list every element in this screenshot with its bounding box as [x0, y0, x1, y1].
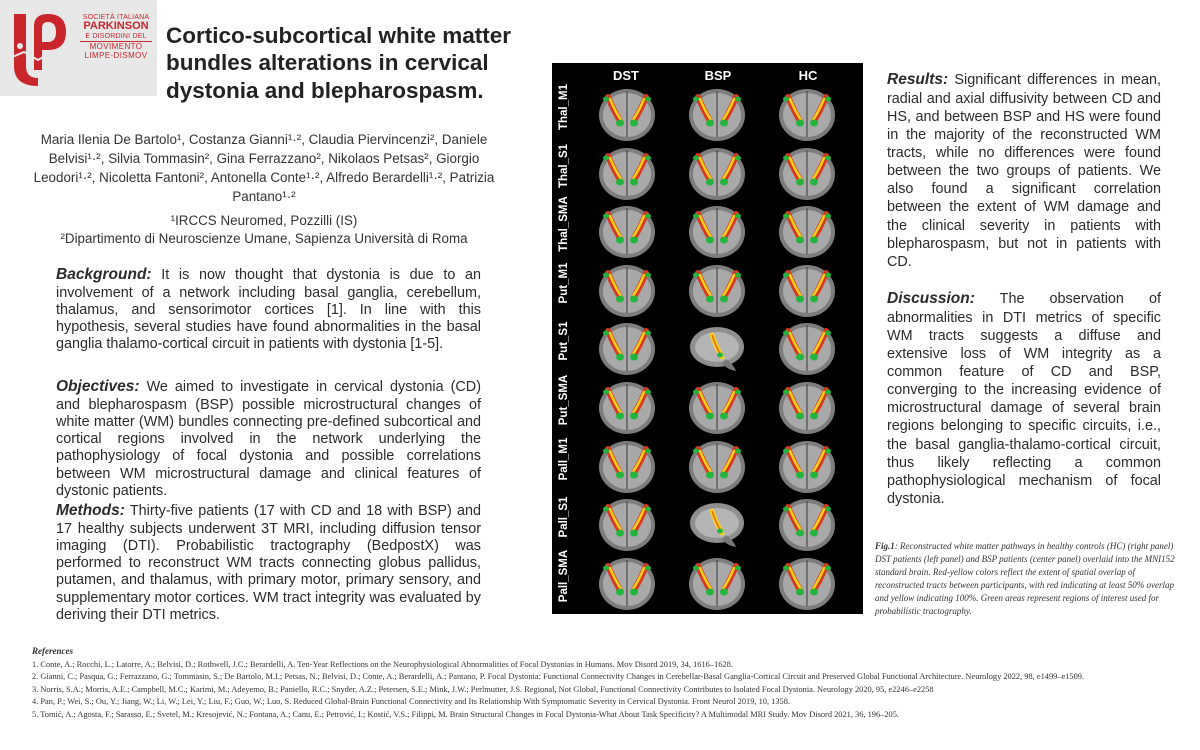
- brain-slice-hc-thal-s1: [776, 146, 838, 202]
- row-label-text: Put_SMA: [558, 374, 570, 426]
- row-label-text: Thal_S1: [558, 143, 570, 188]
- brain-slice-hc-put-m1: [776, 263, 838, 319]
- brain-slice-dst-put-sma: [596, 380, 658, 436]
- row-label-text: Thal_M1: [558, 84, 570, 131]
- background-section: [56, 266, 481, 354]
- logo-text: [78, 14, 154, 60]
- brain-slice-dst-pall-m1: [596, 439, 658, 495]
- reference-item: 2. Gianni, C.; Pasqua, G.; Ferrazzano, G.; Tommasin, S.; De Bartolo, M.I.; Petsas, N.; Belvisi, D.; Conte, A.; Berardelli, A.; Pantano, P. Focal Dystonia: Functional Connectivity Changes in Cerebellar-Basal Ganglia-Cortical Circuit and Preserved Global Functional Architecture. Neurology 2022, 98, e1499–e1509.: [32, 672, 1085, 682]
- brain-slice-hc-thal-sma: [776, 204, 838, 260]
- logo-line-2: PARKINSON: [83, 20, 149, 33]
- limpe-logo-mark-icon: [4, 6, 74, 90]
- objectives-heading: Objectives:: [56, 378, 140, 395]
- column-header-hc: HC: [798, 68, 818, 83]
- row-label-text: Put_M1: [558, 262, 570, 304]
- background-text: It is now thought that dystonia is due to an involvement of a network including basal ganglia, cerebellum, thalamus, and sensorimotor cortices [1]. In line with this hypothesis, several studies have found abnormalities in the basal ganglia thalamo-cortical circuit in patients with dystonia [1-5].: [56, 267, 481, 353]
- brain-slice-dst-thal-s1: [596, 146, 658, 202]
- results-heading: Results:: [887, 71, 949, 88]
- row-label-put-m1: [555, 261, 577, 320]
- affiliation-1: ¹IRCCS Neuromed, Pozzilli (IS): [170, 213, 358, 228]
- row-label-put-sma: [555, 374, 577, 437]
- logo-line-1: SOCIETÀ ITALIANA: [82, 14, 150, 21]
- reference-list: [32, 659, 1182, 722]
- methods-text: Thirty-five patients (17 with CD and 18 with BSP) and 17 healthy subjects underwent 3T MRI, including diffusion tensor imaging (DTI). Probabilistic tractography (BedpostX) was performed to reconstruct WM tracts connecting globus pallidus, putamen, and thalamus, with primary motor, primary sensory, and supplementary motor cortices. WM tract integrity was evaluated by deriving their DTI metrics.: [56, 503, 481, 623]
- reference-item: 3. Norris, S.A.; Morris, A.E.; Campbell, M.C.; Karimi, M.; Adeyemo, B.; Paniello, R.C.; Snyder, A.Z.; Petersen, S.E.; Mink, J.W.; Perlmutter, J.S. Regional, Not Global, Functional Connectivity Contributes to Isolated Focal Dystonia. Neurology 2020, 95, e2246–e2258: [32, 684, 934, 694]
- brain-slice-hc-pall-s1: [776, 497, 838, 553]
- brain-slice-bsp-pall-s1: [686, 497, 748, 553]
- discussion-text: The observation of abnormalities in DTI metrics of specific WM tracts suggests a diffuse and extensive loss of WM integrity as a common feature of CD and BSP, converging to the increasing evidence of microstructural damage of several brain regions belonging to specific circuits, i.e., the basal ganglia-thalamo-cortical circuit, thus likely reflecting a common pathophysiological mechanism of focal dystonia.: [887, 291, 1161, 507]
- logo-line-3: E DISORDINI DEL: [85, 32, 147, 40]
- row-label-thal-sma: [555, 196, 577, 261]
- row-label-text: Pall_SMA: [558, 549, 570, 603]
- references-title: References: [32, 646, 73, 656]
- brain-slice-bsp-put-s1: [686, 321, 748, 377]
- row-label-text: Thal_SMA: [558, 196, 570, 252]
- brain-slice-dst-pall-sma: [596, 556, 658, 612]
- brain-slice-bsp-thal-s1: [686, 146, 748, 202]
- caption-text: : Reconstructed white matter pathways in healthy controls (HC) (right panel) DST patients (left panel) and BSP patients (center panel) overlaid into the MNI152 standard brain. Red-yellow colors reflect the extent of spatial overlap of reconstructed tracts between participants, with red indicating at least 50% overlap and yellow indicating 100%. Green areas represent regions of interest used for probabilistic tractography.: [875, 541, 1175, 617]
- column-header-bsp: BSP: [704, 68, 732, 83]
- results-section: [887, 70, 1161, 271]
- poster-title: Cortico-subcortical white matter bundles alterations in cervical dystonia and blepharospasm.: [166, 23, 512, 103]
- brain-slice-hc-thal-m1: [776, 87, 838, 143]
- brain-slice-dst-pall-s1: [596, 497, 658, 553]
- methods-heading: Methods:: [56, 502, 125, 519]
- brain-slice-hc-pall-m1: [776, 439, 838, 495]
- reference-item: 4. Pan, P.; Wei, S.; Ou, Y.; Jiang, W.; Li, W.; Lei, Y.; Liu, F.; Guo, W.; Luo, S. Reduced Global-Brain Functional Connectivity and Its Relationship With Symptomatic Severity in Cervical Dystonia. Front Neurol 2019, 10, 1358.: [32, 697, 790, 707]
- references: [32, 645, 1182, 722]
- row-label-thal-s1: [555, 144, 577, 203]
- reference-item: 5. Tomić, A.; Agosta, F.; Sarasso, E.; Svetel, M.; Kresojević, N.; Fontana, A.; Canu, E.; Petrović, I.; Kostić, V.S.; Filippi, M. Brain Structural Changes in Focal Dystonia-What About Task Specificity? A Multimodal MRI Study. Mov Disord 2021, 36, 196–205.: [32, 709, 900, 719]
- brain-slice-dst-put-s1: [596, 321, 658, 377]
- brain-slice-bsp-thal-m1: [686, 87, 748, 143]
- results-text: Significant differences in mean, radial and axial diffusivity between CD and HS, and between BSP and HS were found in the majority of the reconstructed WM tracts, while no differences were found between the two groups of patients. We also found a significant correlation between the extent of WM damage and the clinical severity in patients with blepharospasm, but not in patients with CD.: [887, 72, 1161, 270]
- methods-section: [56, 502, 481, 624]
- row-label-text: Put_S1: [558, 321, 570, 361]
- author-list: Maria Ilenia De Bartolo¹, Costanza Gianni¹·², Claudia Piervincenzi², Daniele Belvisi¹·², Silvia Tommasin², Gina Ferrazzano², Nikolaos Petsas², Giorgio Leodori¹·², Nicoletta Fantoni², Antonella Conte¹·², Alfredo Berardelli¹·², Patrizia Pantano¹·²: [33, 132, 495, 205]
- brain-slice-bsp-put-m1: [686, 263, 748, 319]
- background-heading: Background:: [56, 266, 152, 283]
- figure-caption: [875, 540, 1177, 618]
- row-label-text: Pall_M1: [558, 437, 570, 481]
- brain-slice-dst-thal-m1: [596, 87, 658, 143]
- brain-slice-bsp-pall-m1: [686, 439, 748, 495]
- objectives-section: [56, 378, 481, 500]
- brain-slice-dst-thal-sma: [596, 204, 658, 260]
- objectives-text: We aimed to investigate in cervical dystonia (CD) and blepharospasm (BSP) possible microstructural changes of white matter (WM) bundles connecting pre-defined subcortical and cortical regions involved in the network underlying the pathophysiology of focal dystonia and possible correlations between WM microstructural damage and clinical features of dystonic patients.: [56, 379, 481, 499]
- row-label-pall-s1: [555, 495, 577, 554]
- row-label-thal-m1: [555, 85, 577, 144]
- tractography-figure: [552, 63, 863, 614]
- row-label-text: Pall_S1: [558, 496, 570, 538]
- affiliations: [28, 212, 500, 247]
- society-logo: [0, 0, 157, 96]
- brain-slice-hc-put-s1: [776, 321, 838, 377]
- discussion-heading: Discussion:: [887, 290, 975, 307]
- brain-slice-hc-pall-sma: [776, 556, 838, 612]
- affiliation-2: ²Dipartimento di Neuroscienze Umane, Sapienza Università di Roma: [60, 230, 468, 246]
- row-label-put-s1: [555, 319, 577, 378]
- brain-slice-bsp-put-sma: [686, 380, 748, 436]
- discussion-section: [887, 289, 1161, 508]
- brain-slice-dst-put-m1: [596, 263, 658, 319]
- caption-label: Fig.1: [875, 541, 895, 551]
- row-label-pall-sma: [555, 549, 577, 613]
- brain-slice-hc-put-sma: [776, 380, 838, 436]
- logo-line-4: MOVIMENTO: [89, 42, 143, 52]
- row-label-pall-m1: [555, 437, 577, 496]
- logo-line-5: LIMPE-DISMOV: [84, 50, 148, 60]
- brain-slice-bsp-pall-sma: [686, 556, 748, 612]
- reference-item: 1. Conte, A.; Rocchi, L.; Latorre, A.; Belvisi, D.; Rothwell, J.C.; Berardelli, A. Ten-Year Reflections on the Neurophysiological Abnormalities of Focal Dystonias in Humans. Mov Disord 2019, 34, 1616–1628.: [32, 659, 733, 669]
- brain-slice-bsp-thal-sma: [686, 204, 748, 260]
- column-header-dst: DST: [613, 68, 639, 83]
